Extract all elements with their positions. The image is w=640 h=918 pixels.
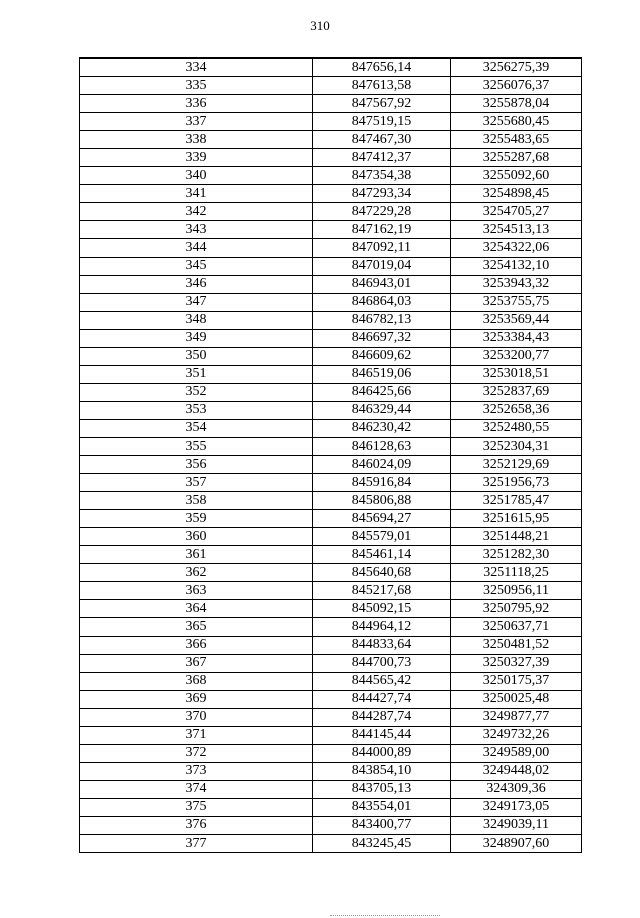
y-coordinate-cell: 3253200,77 — [451, 347, 582, 365]
point-number-cell: 349 — [80, 329, 313, 347]
y-coordinate-cell: 3252129,69 — [451, 456, 582, 474]
x-coordinate-cell: 843554,01 — [313, 798, 451, 816]
y-coordinate-cell: 3249589,00 — [451, 744, 582, 762]
x-coordinate-cell: 845806,88 — [313, 492, 451, 510]
point-number-cell: 372 — [80, 744, 313, 762]
point-number-cell: 335 — [80, 77, 313, 95]
x-coordinate-cell: 843854,10 — [313, 762, 451, 780]
y-coordinate-cell: 3251615,95 — [451, 510, 582, 528]
x-coordinate-cell: 844145,44 — [313, 726, 451, 744]
y-coordinate-cell: 3255483,65 — [451, 131, 582, 149]
table-row — [80, 456, 582, 474]
point-number-cell: 353 — [80, 401, 313, 419]
table-row — [80, 744, 582, 762]
page-number: 310 — [310, 18, 330, 33]
coordinates-table — [79, 57, 582, 853]
table-row — [80, 167, 582, 185]
x-coordinate-cell: 845916,84 — [313, 474, 451, 492]
y-coordinate-cell: 3256275,39 — [451, 58, 582, 77]
table-row — [80, 293, 582, 311]
point-number-cell: 347 — [80, 293, 313, 311]
point-number-cell: 366 — [80, 636, 313, 654]
y-coordinate-cell: 3249732,26 — [451, 726, 582, 744]
y-coordinate-cell: 3251448,21 — [451, 528, 582, 546]
x-coordinate-cell: 846128,63 — [313, 437, 451, 455]
y-coordinate-cell: 3254898,45 — [451, 185, 582, 203]
y-coordinate-cell: 3253018,51 — [451, 365, 582, 383]
y-coordinate-cell: 3252837,69 — [451, 383, 582, 401]
x-coordinate-cell: 845579,01 — [313, 528, 451, 546]
table-row — [80, 726, 582, 744]
x-coordinate-cell: 847019,04 — [313, 257, 451, 275]
y-coordinate-cell: 3252480,55 — [451, 419, 582, 437]
point-number-cell: 334 — [80, 58, 313, 77]
table-row — [80, 636, 582, 654]
x-coordinate-cell: 847656,14 — [313, 58, 451, 77]
point-number-cell: 371 — [80, 726, 313, 744]
scan-edge-line — [330, 915, 440, 916]
x-coordinate-cell: 847354,38 — [313, 167, 451, 185]
x-coordinate-cell: 844000,89 — [313, 744, 451, 762]
x-coordinate-cell: 847467,30 — [313, 131, 451, 149]
point-number-cell: 354 — [80, 419, 313, 437]
table-row — [80, 401, 582, 419]
point-number-cell: 359 — [80, 510, 313, 528]
y-coordinate-cell: 3250637,71 — [451, 618, 582, 636]
x-coordinate-cell: 843705,13 — [313, 780, 451, 798]
x-coordinate-cell: 846943,01 — [313, 275, 451, 293]
x-coordinate-cell: 846329,44 — [313, 401, 451, 419]
x-coordinate-cell: 846519,06 — [313, 365, 451, 383]
point-number-cell: 357 — [80, 474, 313, 492]
table-row — [80, 690, 582, 708]
x-coordinate-cell: 847412,37 — [313, 149, 451, 167]
y-coordinate-cell: 3255287,68 — [451, 149, 582, 167]
point-number-cell: 361 — [80, 546, 313, 564]
x-coordinate-cell: 844427,74 — [313, 690, 451, 708]
y-coordinate-cell: 3251956,73 — [451, 474, 582, 492]
x-coordinate-cell: 845640,68 — [313, 564, 451, 582]
y-coordinate-cell: 3254132,10 — [451, 257, 582, 275]
point-number-cell: 345 — [80, 257, 313, 275]
y-coordinate-cell: 3251118,25 — [451, 564, 582, 582]
y-coordinate-cell: 3256076,37 — [451, 77, 582, 95]
x-coordinate-cell: 845694,27 — [313, 510, 451, 528]
table-row — [80, 383, 582, 401]
y-coordinate-cell: 3249448,02 — [451, 762, 582, 780]
point-number-cell: 370 — [80, 708, 313, 726]
table-row — [80, 474, 582, 492]
y-coordinate-cell: 3255092,60 — [451, 167, 582, 185]
point-number-cell: 348 — [80, 311, 313, 329]
point-number-cell: 351 — [80, 365, 313, 383]
x-coordinate-cell: 844964,12 — [313, 618, 451, 636]
y-coordinate-cell: 3250481,52 — [451, 636, 582, 654]
x-coordinate-cell: 845092,15 — [313, 600, 451, 618]
point-number-cell: 338 — [80, 131, 313, 149]
table-row — [80, 419, 582, 437]
y-coordinate-cell: 3254705,27 — [451, 203, 582, 221]
table-row — [80, 708, 582, 726]
table-row — [80, 816, 582, 834]
y-coordinate-cell: 324309,36 — [451, 780, 582, 798]
table-row — [80, 365, 582, 383]
x-coordinate-cell: 846230,42 — [313, 419, 451, 437]
y-coordinate-cell: 3253569,44 — [451, 311, 582, 329]
y-coordinate-cell: 3255680,45 — [451, 113, 582, 131]
x-coordinate-cell: 847567,92 — [313, 95, 451, 113]
y-coordinate-cell: 3254322,06 — [451, 239, 582, 257]
x-coordinate-cell: 844700,73 — [313, 654, 451, 672]
x-coordinate-cell: 846609,62 — [313, 347, 451, 365]
y-coordinate-cell: 3249173,05 — [451, 798, 582, 816]
table-row — [80, 311, 582, 329]
point-number-cell: 358 — [80, 492, 313, 510]
point-number-cell: 350 — [80, 347, 313, 365]
point-number-cell: 343 — [80, 221, 313, 239]
table-row — [80, 600, 582, 618]
table-row — [80, 203, 582, 221]
x-coordinate-cell: 846024,09 — [313, 456, 451, 474]
table-row — [80, 185, 582, 203]
table-row — [80, 113, 582, 131]
table-row — [80, 528, 582, 546]
table-row — [80, 510, 582, 528]
table-row — [80, 77, 582, 95]
table-row — [80, 546, 582, 564]
x-coordinate-cell: 847519,15 — [313, 113, 451, 131]
point-number-cell: 368 — [80, 672, 313, 690]
y-coordinate-cell: 3249039,11 — [451, 816, 582, 834]
x-coordinate-cell: 847092,11 — [313, 239, 451, 257]
point-number-cell: 356 — [80, 456, 313, 474]
y-coordinate-cell: 3251785,47 — [451, 492, 582, 510]
y-coordinate-cell: 3251282,30 — [451, 546, 582, 564]
x-coordinate-cell: 847229,28 — [313, 203, 451, 221]
x-coordinate-cell: 844833,64 — [313, 636, 451, 654]
table-row — [80, 672, 582, 690]
table-row — [80, 131, 582, 149]
table-row — [80, 58, 582, 77]
x-coordinate-cell: 843400,77 — [313, 816, 451, 834]
x-coordinate-cell: 847162,19 — [313, 221, 451, 239]
x-coordinate-cell: 845217,68 — [313, 582, 451, 600]
x-coordinate-cell: 847613,58 — [313, 77, 451, 95]
point-number-cell: 337 — [80, 113, 313, 131]
point-number-cell: 374 — [80, 780, 313, 798]
table-row — [80, 780, 582, 798]
point-number-cell: 344 — [80, 239, 313, 257]
y-coordinate-cell: 3254513,13 — [451, 221, 582, 239]
x-coordinate-cell: 846782,13 — [313, 311, 451, 329]
point-number-cell: 360 — [80, 528, 313, 546]
point-number-cell: 369 — [80, 690, 313, 708]
x-coordinate-cell: 846864,03 — [313, 293, 451, 311]
point-number-cell: 375 — [80, 798, 313, 816]
table-row — [80, 582, 582, 600]
y-coordinate-cell: 3252304,31 — [451, 437, 582, 455]
y-coordinate-cell: 3250327,39 — [451, 654, 582, 672]
point-number-cell: 367 — [80, 654, 313, 672]
y-coordinate-cell: 3255878,04 — [451, 95, 582, 113]
table-row — [80, 149, 582, 167]
point-number-cell: 339 — [80, 149, 313, 167]
point-number-cell: 340 — [80, 167, 313, 185]
point-number-cell: 363 — [80, 582, 313, 600]
table-row — [80, 798, 582, 816]
x-coordinate-cell: 845461,14 — [313, 546, 451, 564]
table-row — [80, 257, 582, 275]
y-coordinate-cell: 3252658,36 — [451, 401, 582, 419]
point-number-cell: 341 — [80, 185, 313, 203]
point-number-cell: 355 — [80, 437, 313, 455]
table-row — [80, 762, 582, 780]
point-number-cell: 336 — [80, 95, 313, 113]
y-coordinate-cell: 3250175,37 — [451, 672, 582, 690]
point-number-cell: 377 — [80, 835, 313, 853]
x-coordinate-cell: 844287,74 — [313, 708, 451, 726]
point-number-cell: 362 — [80, 564, 313, 582]
table-row — [80, 95, 582, 113]
point-number-cell: 365 — [80, 618, 313, 636]
table-row — [80, 492, 582, 510]
point-number-cell: 342 — [80, 203, 313, 221]
table-row — [80, 437, 582, 455]
y-coordinate-cell: 3250956,11 — [451, 582, 582, 600]
table-row — [80, 618, 582, 636]
coordinates-table-body — [80, 58, 582, 853]
y-coordinate-cell: 3248907,60 — [451, 835, 582, 853]
y-coordinate-cell: 3250795,92 — [451, 600, 582, 618]
y-coordinate-cell: 3253943,32 — [451, 275, 582, 293]
table-row — [80, 835, 582, 853]
point-number-cell: 352 — [80, 383, 313, 401]
x-coordinate-cell: 843245,45 — [313, 835, 451, 853]
y-coordinate-cell: 3253384,43 — [451, 329, 582, 347]
table-row — [80, 564, 582, 582]
y-coordinate-cell: 3253755,75 — [451, 293, 582, 311]
table-row — [80, 654, 582, 672]
point-number-cell: 346 — [80, 275, 313, 293]
point-number-cell: 373 — [80, 762, 313, 780]
table-row — [80, 275, 582, 293]
x-coordinate-cell: 844565,42 — [313, 672, 451, 690]
y-coordinate-cell: 3250025,48 — [451, 690, 582, 708]
y-coordinate-cell: 3249877,77 — [451, 708, 582, 726]
point-number-cell: 376 — [80, 816, 313, 834]
x-coordinate-cell: 847293,34 — [313, 185, 451, 203]
x-coordinate-cell: 846425,66 — [313, 383, 451, 401]
table-row — [80, 239, 582, 257]
table-row — [80, 347, 582, 365]
table-row — [80, 329, 582, 347]
x-coordinate-cell: 846697,32 — [313, 329, 451, 347]
table-row — [80, 221, 582, 239]
point-number-cell: 364 — [80, 600, 313, 618]
